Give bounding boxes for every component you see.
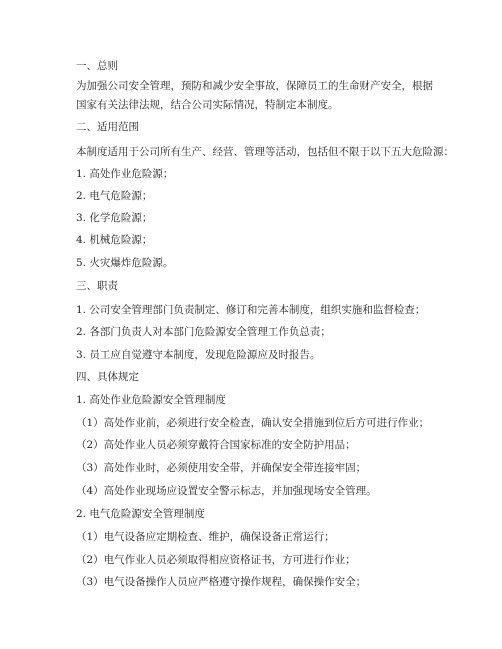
rule-item: （4）高处作业现场应设置安全警示标志，并加强现场安全管理。 bbox=[76, 485, 377, 497]
duty-item: 3. 员工应自觉遵守本制度，发现危险源应及时报告。 bbox=[76, 349, 321, 361]
hazard-item: 2. 电气危险源； bbox=[76, 190, 153, 202]
hazard-item: 5. 火灾爆炸危险源。 bbox=[76, 257, 174, 269]
section-title-high-altitude: 1. 高处作业危险源安全管理制度 bbox=[76, 394, 226, 406]
duty-item: 2. 各部门负责人对本部门危险源安全管理工作负总责； bbox=[76, 326, 331, 338]
hazard-item: 4. 机械危险源； bbox=[76, 234, 153, 246]
section-title-electrical: 2. 电气危险源安全管理制度 bbox=[76, 508, 205, 520]
rule-item: （2）电气作业人员必须取得相应资格证书，方可进行作业； bbox=[76, 554, 356, 566]
rule-item: （1）高处作业前，必须进行安全检查，确认安全措施到位后方可进行作业； bbox=[76, 417, 430, 429]
heading-scope: 二、适用范围 bbox=[76, 121, 139, 133]
hazard-item: 1. 高处作业危险源； bbox=[76, 168, 174, 180]
heading-general: 一、总则 bbox=[76, 60, 118, 72]
rule-item: （2）高处作业人员必须穿戴符合国家标准的安全防护用品； bbox=[76, 439, 356, 451]
hazard-item: 3. 化学危险源； bbox=[76, 212, 153, 224]
rule-item: （1）电气设备应定期检查、维护，确保设备正常运行； bbox=[76, 531, 335, 543]
rule-item: （3）高处作业时，必须使用安全带，并确保安全带连接牢固； bbox=[76, 462, 367, 474]
rule-item: （3）电气设备操作人员应严格遵守操作规程，确保操作安全； bbox=[76, 576, 367, 588]
heading-specific-rules: 四、具体规定 bbox=[76, 371, 139, 383]
scope-text: 本制度适用于公司所有生产、经营、管理等活动，包括但不限于以下五大危险源： bbox=[76, 146, 454, 158]
heading-duties: 三、职责 bbox=[76, 280, 118, 292]
duty-item: 1. 公司安全管理部门负责制定、修订和完善本制度，组织实施和监督检查； bbox=[76, 304, 426, 316]
intro-paragraph: 为加强公司安全管理，预防和减少安全事故，保障员工的生命财产安全，根据国家有关法律法规，结合公司实际情况，特制定本制度。 bbox=[76, 80, 433, 111]
